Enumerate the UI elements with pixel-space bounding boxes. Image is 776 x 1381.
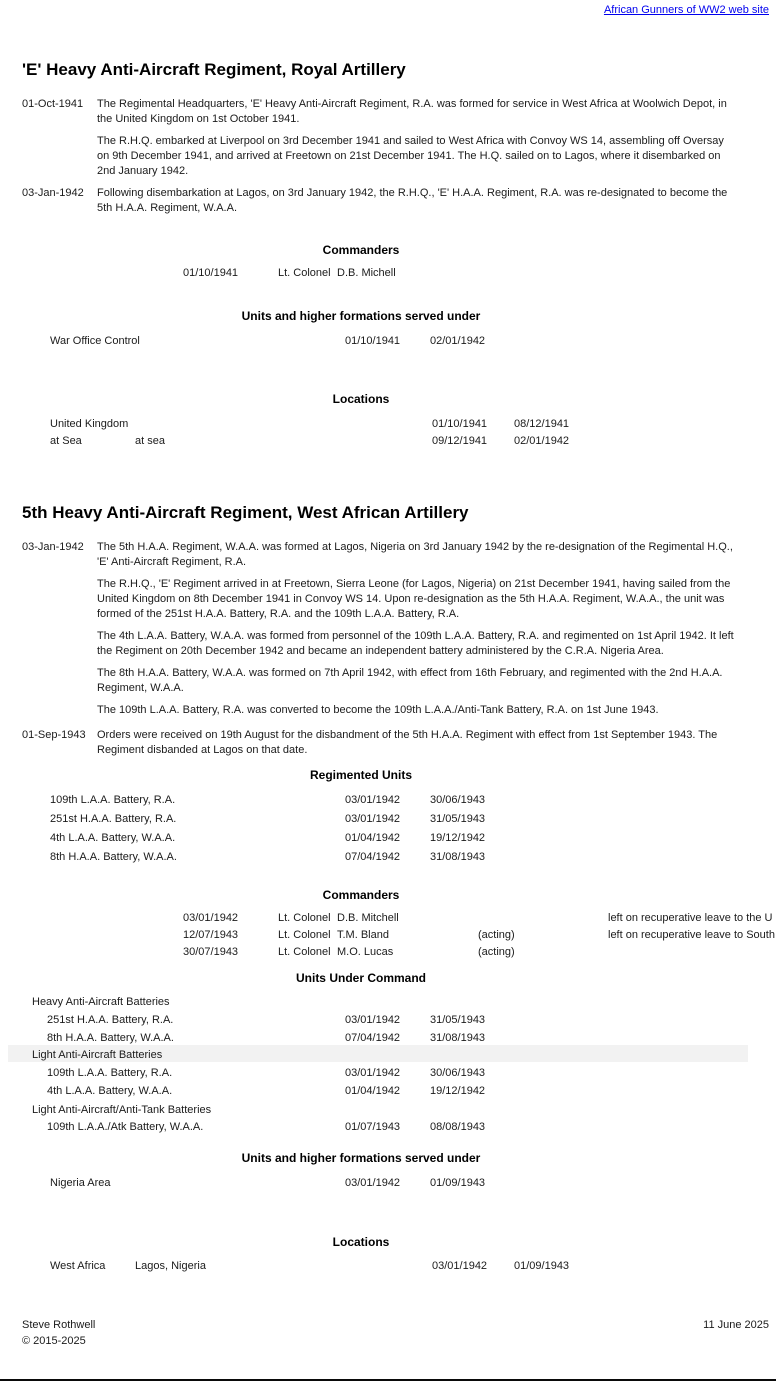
unit-name: 8th H.A.A. Battery, W.A.A. <box>47 1032 174 1044</box>
entry-date: 01-Sep-1943 <box>22 729 86 741</box>
served-under-heading: Units and higher formations served under <box>241 1151 481 1165</box>
unit-name: 4th L.A.A. Battery, W.A.A. <box>47 1085 173 1097</box>
entry-paragraph: The R.H.Q. embarked at Liverpool on 3rd December 1941 and sailed to West Africa with Convoy WS 14, assembling off Oversay on 9th December 1941, and arrived at Freetown on 21st December 1941. The H.Q. sailed on to Lagos, where it disembarked on 2nd January 1942. <box>97 135 724 177</box>
unit-group-label <box>0 1103 776 1120</box>
entry-paragraph: The R.H.Q., 'E' Regiment arrived in at Freetown, Sierra Leone (for Lagos, Nigeria) on 21st December 1941, having sailed from the United Kingdom on 8th December 1941 in Convoy WS 14. Upon re-designation as the 5th H.A.A. Regiment, W.A.A., the unit was formed of the 251st H.A.A. Battery, R.A. and the 109th L.A.A. Battery, R.A. <box>97 578 731 620</box>
commander-name: D.B. Michell <box>337 267 396 279</box>
entry-paragraph: Following disembarkation at Lagos, on 3rd January 1942, the R.H.Q., 'E' H.A.A. Regiment, R.A. was re-designated to become the 5th H.A.A. Regiment, W.A.A. <box>97 187 728 214</box>
table-row <box>0 793 776 810</box>
date-from: 03/01/1942 <box>345 794 401 806</box>
location-row <box>0 417 776 434</box>
table-row <box>0 850 776 867</box>
commander-row <box>0 945 776 962</box>
date-from: 03/01/1942 <box>345 1177 401 1189</box>
footer-date: 11 June 2025 <box>703 1319 769 1331</box>
commander-row <box>0 911 776 928</box>
date-to: 19/12/1942 <box>430 832 486 844</box>
group-label: Light Anti-Aircraft/Anti-Tank Batteries <box>32 1104 212 1116</box>
location-detail: Lagos, Nigeria <box>135 1260 206 1272</box>
location-place: West Africa <box>50 1260 106 1272</box>
commander-name: M.O. Lucas <box>337 946 394 958</box>
unit-group-label <box>0 1048 776 1065</box>
date-from: 01/10/1941 <box>345 335 401 347</box>
commander-rank: Lt. Colonel <box>278 912 331 924</box>
date-from: 01/04/1942 <box>345 1085 401 1097</box>
date-to: 01/09/1943 <box>514 1260 570 1272</box>
entry-paragraph: Orders were received on 19th August for the disbandment of the 5th H.A.A. Regiment with effect from 1st September 1943. The Regiment disbanded at Lagos on that date. <box>97 729 718 756</box>
date-from: 03/01/1942 <box>345 1067 401 1079</box>
table-row <box>0 831 776 848</box>
date-from: 01/07/1943 <box>345 1121 401 1133</box>
date-to: 30/06/1943 <box>430 1067 486 1079</box>
footer-copyright: © 2015-2025 <box>22 1335 86 1347</box>
footer-author: Steve Rothwell <box>22 1319 96 1331</box>
date-to: 02/01/1942 <box>514 435 570 447</box>
commander-acting: (acting) <box>478 946 515 958</box>
date-from: 09/12/1941 <box>432 435 488 447</box>
unit-name: 109th L.A.A. Battery, R.A. <box>47 1067 173 1079</box>
date-to: 19/12/1942 <box>430 1085 486 1097</box>
commander-row <box>0 928 776 945</box>
unit-name: 251st H.A.A. Battery, R.A. <box>50 813 177 825</box>
commander-date: 01/10/1941 <box>183 267 239 279</box>
section2-title: 5th Heavy Anti-Aircraft Regiment, West African Artillery <box>22 503 469 522</box>
site-home-link[interactable]: African Gunners of WW2 web site <box>603 4 769 16</box>
entry-text <box>97 540 734 725</box>
date-to: 01/09/1943 <box>430 1177 486 1189</box>
commander-rank: Lt. Colonel <box>278 267 331 279</box>
table-row <box>0 812 776 829</box>
entry-paragraph: The 109th L.A.A. Battery, R.A. was converted to become the 109th L.A.A./Anti-Tank Battery, R.A. on 1st June 1943. <box>97 704 659 716</box>
date-to: 30/06/1943 <box>430 794 486 806</box>
entry-date: 01-Oct-1941 <box>22 98 84 110</box>
regimented-units-heading: Regimented Units <box>309 768 412 782</box>
commander-row <box>0 266 776 283</box>
entry-text <box>97 186 734 223</box>
commander-rank: Lt. Colonel <box>278 929 331 941</box>
table-row <box>0 1176 776 1193</box>
commander-date: 03/01/1942 <box>183 912 239 924</box>
date-from: 03/01/1942 <box>345 1014 401 1026</box>
group-label: Light Anti-Aircraft Batteries <box>32 1049 163 1061</box>
table-row <box>0 334 776 351</box>
date-from: 03/01/1942 <box>432 1260 488 1272</box>
date-to: 02/01/1942 <box>430 335 486 347</box>
date-to: 31/05/1943 <box>430 1014 486 1026</box>
date-to: 31/08/1943 <box>430 851 486 863</box>
unit-name: 109th L.A.A./Atk Battery, W.A.A. <box>47 1121 204 1133</box>
units-under-command-heading: Units Under Command <box>295 971 426 985</box>
unit-group-label <box>0 995 776 1012</box>
table-row <box>0 1084 776 1101</box>
commander-note: left on recuperative leave to the U <box>608 912 773 924</box>
date-from: 01/04/1942 <box>345 832 401 844</box>
location-detail: at sea <box>135 435 165 447</box>
entry-paragraph: The 8th H.A.A. Battery, W.A.A. was formed on 7th April 1942, with effect from 16th February, and regimented with the 2nd H.A.A. Regiment, W.A.A. <box>97 667 723 694</box>
date-from: 07/04/1942 <box>345 1032 401 1044</box>
entry-paragraph: The 5th H.A.A. Regiment, W.A.A. was formed at Lagos, Nigeria on 3rd January 1942 by the re-designation of the Regimental H.Q., 'E' Anti-Aircraft Regiment, R.A. <box>97 541 733 568</box>
commander-date: 30/07/1943 <box>183 946 239 958</box>
entry-text <box>97 728 734 765</box>
date-from: 01/10/1941 <box>432 418 488 430</box>
table-row <box>0 1120 776 1137</box>
location-place: United Kingdom <box>50 418 129 430</box>
entry-paragraph: The 4th L.A.A. Battery, W.A.A. was formed from personnel of the 109th L.A.A. Battery, R.A. and regimented on 1st April 1942. It left the Regiment on 20th December 1942 and became an independent battery administered by the C.R.A. Nigeria Area. <box>97 630 734 657</box>
commander-date: 12/07/1943 <box>183 929 239 941</box>
commanders-heading: Commanders <box>322 888 400 902</box>
table-row <box>0 1066 776 1083</box>
entry-date: 03-Jan-1942 <box>22 187 84 199</box>
date-to: 08/08/1943 <box>430 1121 486 1133</box>
commander-name: T.M. Bland <box>337 929 389 941</box>
location-row <box>0 434 776 451</box>
group-label: Heavy Anti-Aircraft Batteries <box>32 996 170 1008</box>
commander-acting: (acting) <box>478 929 515 941</box>
date-to: 31/05/1943 <box>430 813 486 825</box>
date-to: 31/08/1943 <box>430 1032 486 1044</box>
formation-name: Nigeria Area <box>50 1177 111 1189</box>
table-row <box>0 1013 776 1030</box>
entry-date: 03-Jan-1942 <box>22 541 84 553</box>
commander-rank: Lt. Colonel <box>278 946 331 958</box>
commander-note: left on recuperative leave to South <box>608 929 775 941</box>
formation-name: War Office Control <box>50 335 140 347</box>
section1-title: 'E' Heavy Anti-Aircraft Regiment, Royal Artillery <box>22 60 406 79</box>
commanders-heading: Commanders <box>322 243 400 257</box>
commander-name: D.B. Mitchell <box>337 912 399 924</box>
location-row <box>0 1259 776 1276</box>
date-to: 08/12/1941 <box>514 418 570 430</box>
locations-heading: Locations <box>332 392 390 406</box>
unit-name: 251st H.A.A. Battery, R.A. <box>47 1014 174 1026</box>
entry-paragraph: The Regimental Headquarters, 'E' Heavy Anti-Aircraft Regiment, R.A. was formed for service in West Africa at Woolwich Depot, in the United Kingdom on 1st October 1941. <box>97 98 727 125</box>
unit-name: 4th L.A.A. Battery, W.A.A. <box>50 832 176 844</box>
served-under-heading: Units and higher formations served under <box>241 309 481 323</box>
date-from: 03/01/1942 <box>345 813 401 825</box>
unit-name: 8th H.A.A. Battery, W.A.A. <box>50 851 177 863</box>
location-place: at Sea <box>50 435 82 447</box>
date-from: 07/04/1942 <box>345 851 401 863</box>
entry-text <box>97 97 734 186</box>
locations-heading: Locations <box>332 1235 390 1249</box>
unit-name: 109th L.A.A. Battery, R.A. <box>50 794 176 806</box>
